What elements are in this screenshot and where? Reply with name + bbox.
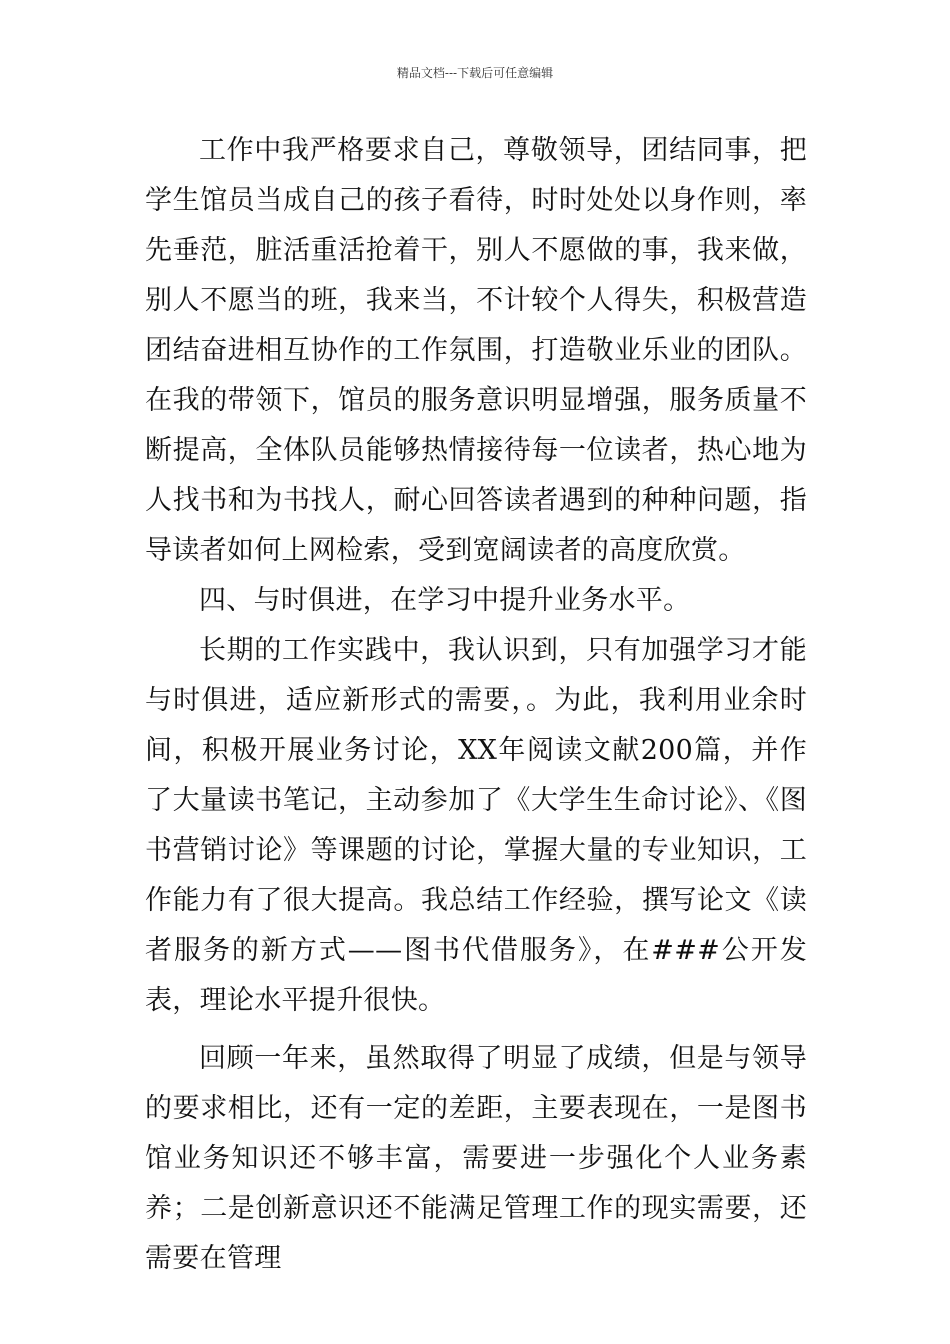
page-header: 精品文档---下载后可任意编辑 xyxy=(396,66,554,80)
paragraph-learning: 长期的工作实践中，我认识到，只有加强学习才能与时俱进，适应新形式的需要，。为此，我利用业余时间，积极开展业务讨论，XX年阅读文献200篇，并作了大量读书笔记，主动参加了《大学生生命讨论》、《图书营销讨论》等课题的讨论，掌握大量的专业知识，工作能力有了很大提高。我总结工作经验，撰写论文《读者服务的新方式——图书代借服务》，在###公开发表，理论水平提升很快。 xyxy=(145,635,807,1016)
section-heading: 四、与时俱进，在学习中提升业务水平。 xyxy=(199,585,691,616)
paragraph-review: 回顾一年来，虽然取得了明显了成绩，但是与领导的要求相比，还有一定的差距，主要表现在，一是图书馆业务知识还不够丰富，需要进一步强化个人业务素养；二是创新意识还不能满足管理工作的现实需要，还需要在管理 xyxy=(145,1043,807,1274)
document-body xyxy=(145,126,807,1284)
paragraph-teamwork: 工作中我严格要求自己，尊敬领导，团结同事，把学生馆员当成自己的孩子看待，时时处处以身作则，率先垂范，脏活重活抢着干，别人不愿做的事，我来做，别人不愿当的班，我来当，不计较个人得失，积极营造团结奋进相互协作的工作氛围，打造敬业乐业的团队。在我的带领下，馆员的服务意识明显增强，服务质量不断提高，全体队员能够热情接待每一位读者，热心地为人找书和为书找人，耐心回答读者遇到的种种问题，指导读者如何上网检索，受到宽阔读者的高度欣赏。 xyxy=(145,135,807,566)
